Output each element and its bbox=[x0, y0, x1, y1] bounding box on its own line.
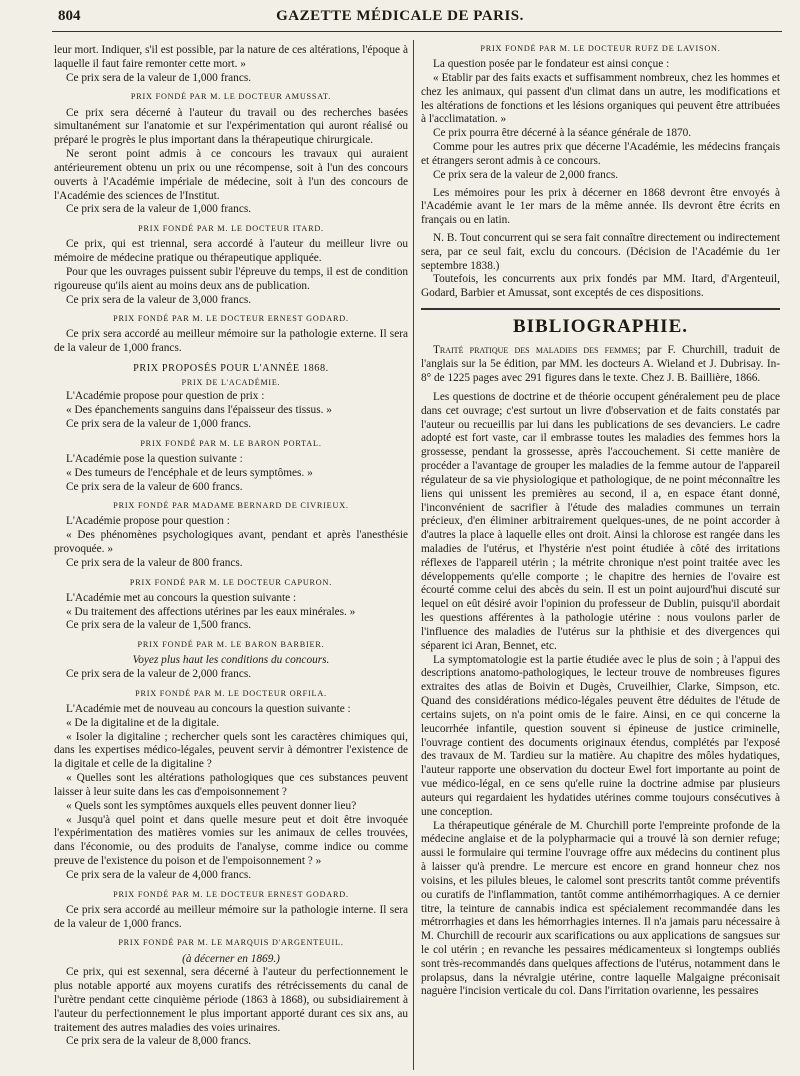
paragraph: La question posée par le fondateur est ainsi conçue : bbox=[433, 58, 670, 71]
page-header bbox=[0, 0, 800, 34]
paragraph: Ce prix, qui est sexennal, sera décerné à l'auteur du perfectionnement le plus notable apporté aux moyens curatifs des rétrécissements du canal de l'urètre pendant cette cinquième période (1863 à 1868), ou subsidiairement à l'auteur du perfectionnement le plus important apporté durant ces six ans, au traitement des autres maladies des voies urinaires. bbox=[54, 966, 408, 1034]
paragraph: L'Académie met au concours la question suivante : bbox=[66, 591, 297, 604]
section-heading: PRIX FONDÉ PAR M. LE DOCTEUR ERNEST GODARD. bbox=[113, 889, 349, 899]
section-heading-major: PRIX PROPOSÉS POUR L'ANNÉE 1868. bbox=[133, 363, 329, 375]
section-heading: PRIX FONDÉ PAR MADAME BERNARD DE CIVRIEUX. bbox=[113, 501, 349, 511]
prize-question: « De la digitaline et de la digitale. bbox=[66, 716, 220, 729]
paragraph: Ce prix, qui est triennal, sera accordé à l'auteur du meilleur livre ou mémoire de médecine pratique ou thérapeutique appliquée. bbox=[54, 238, 408, 265]
prize-value: Ce prix sera de la valeur de 2,000 francs. bbox=[66, 668, 252, 681]
prize-value: Ce prix sera de la valeur de 1,500 francs. bbox=[66, 619, 252, 632]
prize-question: « Quelles sont les altérations pathologiques que ces substances peuvent laisser à leur suite dans les cas d'empoisonnement ? bbox=[54, 772, 408, 798]
paragraph: L'Académie met de nouveau au concours la question suivante : bbox=[66, 702, 351, 715]
prize-question: « Des tumeurs de l'encéphale et de leurs symptômes. » bbox=[66, 466, 313, 479]
paragraph: Les mémoires pour les prix à décerner en 1868 devront être envoyés à l'Académie avant le 1er mars de la même année. Ils devront être écrits en français ou en latin. bbox=[421, 186, 780, 227]
prize-value: Ce prix sera de la valeur de 4,000 francs. bbox=[66, 868, 252, 881]
section-rule bbox=[421, 308, 780, 310]
prize-question: « Isoler la digitaline ; rechercher quels sont les caractères chimiques qui, dans les expertises médico-légales, peuvent servir à démontrer l'existence de la digitale et celle de la digitaline ? bbox=[54, 730, 408, 771]
prize-question: « Quels sont les symptômes auxquels elles peuvent donner lieu? bbox=[66, 799, 357, 812]
review-paragraph: La symptomatologie est la partie étudiée avec le plus de soin ; à l'appui des descriptions anatomo-pathologiques, le lecteur trouve de nombreuses figures extraites des atlas de Boivin et Dugès, Cruveilhier, Clarke, Simpson, etc. Quand des considérations médico-légales peuvent être déduites de l'étude de certains sujets, on n'a point omis de le faire. Ainsi, en ce qui concerne la leucorrhée infantile, question souvent si épineuse de justice criminelle, l'ouvrage contient des documents originaux étendus, complétés par l'exposé des travaux de M. Tardieu sur la matière. Au chapitre des môles hydatiques, l'auteur rapporte une observation du docteur Ewel fort importante au point de vue médico-légal, en ce sens qu'elle ruine la doctrine admise par plusieurs auteurs qui regardaient les hydatides utérines comme toujours consécutives à une conception. bbox=[421, 653, 780, 818]
prize-value: Ce prix sera de la valeur de 8,000 francs. bbox=[66, 1035, 252, 1048]
note-paragraph: N. B. Tout concurrent qui se sera fait connaître directement ou indirectement sera, par ce seul fait, exclu du concours. (Décision de l'Académie du 1er septembre 1838.) bbox=[421, 231, 780, 272]
prize-value: Ce prix sera de la valeur de 3,000 francs. bbox=[66, 293, 252, 306]
paragraph: Toutefois, les concurrents aux prix fondés par MM. Itard, d'Argenteuil, Godard, Barbier et Amussat, sont exceptés de ces dispositions. bbox=[421, 273, 780, 300]
section-heading: PRIX FONDÉ PAR M. LE DOCTEUR RUFZ DE LAVISON. bbox=[480, 44, 721, 53]
paragraph: Pour que les ouvrages puissent subir l'épreuve du temps, il est de condition rigoureuse qu'ils aient au moins deux ans de publication. bbox=[54, 265, 408, 292]
prize-value: Ce prix sera de la valeur de 800 francs. bbox=[66, 556, 243, 569]
book-title: Traité pratique des maladies des femmes; bbox=[433, 344, 641, 357]
prize-question: « Des phénomènes psychologiques avant, pendant et après l'anesthésie provoquée. » bbox=[54, 529, 408, 556]
section-heading: PRIX FONDÉ PAR M. LE DOCTEUR ITARD. bbox=[138, 224, 324, 234]
section-subheading: (à décerner en 1869.) bbox=[182, 952, 280, 965]
paragraph: leur mort. Indiquer, s'il est possible, par la nature de ces altérations, l'époque à laquelle il faut faire remonter cette mort. » bbox=[54, 44, 408, 70]
prize-value: Ce prix sera de la valeur de 1,000 francs. bbox=[66, 203, 252, 216]
prize-question: « Du traitement des affections utérines par les eaux minérales. » bbox=[66, 605, 356, 618]
header-rule bbox=[52, 31, 782, 32]
paragraph: Ce prix sera décerné à l'auteur du travail ou des recherches basées simultanément sur l'anatomie et sur l'expérimentation qui auront réalisé ou préparé le progrès le plus important dans la thérapeutique chirurgicale. bbox=[54, 106, 408, 147]
prize-value: Ce prix sera de la valeur de 600 francs. bbox=[66, 480, 243, 493]
section-heading: PRIX FONDÉ PAR M. LE DOCTEUR ERNEST GODARD. bbox=[113, 314, 349, 324]
section-heading: PRIX FONDÉ PAR M. LE DOCTEUR ORFILA. bbox=[135, 688, 327, 698]
prize-question: « Jusqu'à quel point et dans quelle mesure peut et doit être invoquée l'expérimentation des matières vomies sur les animaux de celles trouvées, dans l'économie, ou des produits de l'analyse, comme indice ou comme preuve de l'existence du poison et de l'empoisonnement ? » bbox=[54, 813, 408, 868]
journal-title: GAZETTE MÉDICALE DE PARIS. bbox=[276, 8, 524, 24]
cross-reference: Voyez plus haut les conditions du concours. bbox=[132, 654, 330, 667]
prize-value: Ce prix sera de la valeur de 2,000 francs. bbox=[433, 168, 619, 181]
book-details: par F. Churchill, traduit de l'anglais sur la 5e édition, par MM. les docteurs A. Wieland et J. Dubrisay. In-8° de 1225 pages avec 291 figures dans le texte. Chez J. B. Baillière, 1866. bbox=[421, 344, 780, 385]
section-subheading: PRIX DE L'ACADÉMIE. bbox=[181, 377, 281, 387]
prize-question: « Des épanchements sanguins dans l'épaisseur des tissus. » bbox=[66, 404, 332, 417]
left-column bbox=[54, 44, 408, 1069]
prize-value: Ce prix sera de la valeur de 1,000 francs. bbox=[66, 417, 252, 430]
paragraph: L'Académie propose pour question : bbox=[66, 515, 230, 528]
book-reference bbox=[421, 344, 780, 385]
section-heading: PRIX FONDÉ PAR M. LE MARQUIS D'ARGENTEUIL. bbox=[118, 938, 344, 948]
bibliography-title: BIBLIOGRAPHIE. bbox=[512, 316, 688, 338]
section-heading: PRIX FONDÉ PAR M. LE DOCTEUR CAPURON. bbox=[129, 577, 333, 587]
paragraph: Comme pour les autres prix que décerne l'Académie, les médecins français et étrangers seront admis à ce concours. bbox=[421, 141, 780, 167]
section-heading: PRIX FONDÉ PAR M. LE BARON PORTAL. bbox=[140, 438, 322, 448]
page-number: 804 bbox=[58, 8, 81, 24]
section-heading: PRIX FONDÉ PAR M. LE DOCTEUR AMUSSAT. bbox=[130, 92, 332, 102]
prize-question: « Etablir par des faits exacts et suffisamment nombreux, chez les hommes et chez les animaux, qui passent d'un climat dans un autre, les modifications et les altérations de fonctions et les lésions organiques qui peuvent être attribuées à l'acclimatation. » bbox=[421, 71, 780, 126]
paragraph: Ne seront point admis à ce concours les travaux qui auraient antérieurement obtenu un prix ou une récompense, soit à l'un des concours ouverts à l'Académie impériale de médecine, soit à l'un des concours de l'Académie des sciences de l'Institut. bbox=[54, 148, 408, 202]
review-paragraph: Les questions de doctrine et de théorie occupent généralement peu de place dans cet ouvrage; c'est surtout un livre d'observation et de faits constatés par l'auteur ou recueillis par lui dans les publications de ses devanciers. Le cadre adopté est fort vaste, car il embrasse toutes les maladies des femmes hors la grossesse, pendant la grossesse, après l'accouchement. Si cette manière de procéder a l'avantage de grouper les maladies de la femme autour de l'appareil régulateur de sa vie physiologique et pathologique, de ne point méconnaître les liens qui unissent les premières au second, il a, en espace étant donné, l'inconvénient de sacrifier à l'étude des maladies communes un terrain précieux, d'en éliminer arbitrairement quelques-unes, de ne point accorder à d'autres la place à laquelle elles ont droit. Ainsi la chlorose est rangée dans les maladies de l'utérus, et l'hystérie n'est point étudiée à côté des irritations réflexes de l'appareil utérin ; la métrite chronique n'est point traitée avec les développements qu'elle comporte ; le chapitre des hernies de l'ovaire est écourté comme celui des abcès du sein. Il est un point aujourd'hui discuté sur lequel on eût désiré avoir l'opinion du professeur de Dublin, puisqu'il abordait les questions afférentes à la pathologie utérine : nous voulons parler de l'influence des maladies de l'utérus sur la phthisie et des divergences qui séparent ici Aran, Bennet, etc. bbox=[421, 390, 780, 652]
paragraph: L'Académie pose la question suivante : bbox=[66, 452, 243, 465]
paragraph: L'Académie propose pour question de prix : bbox=[66, 390, 265, 403]
review-paragraph: La thérapeutique générale de M. Churchill porte l'empreinte profonde de la médecine anglaise et de la polypharmacie qui a trouvé là son dernier refuge; aussi le formulaire qui termine l'ouvrage offre aux médecins du continent plus à laisser qu'à prendre. Le mercure est encore en grand honneur chez nos voisins, et les pilules bleues, le calomel sont prescrits tantôt comme préventifs ou curatifs de l'inflammation, tantôt comme antihémorrhagiques. A ce dernier titre, la teinture de cannabis indica est spécialement recommandée dans les métrorrhagies et dans les hémorrhagies internes. Il n'a jamais paru nécessaire à M. Churchill de recourir aux scarifications ou aux applications de sangsues sur le col utérin ; en revanche les pessaires médicamenteux si longtemps oubliés sont très-recommandés dans quelques affections de l'utérus, notamment dans le prolapsus, dans la névralgie utérine, contre laquelle Malgaigne préconisait naguère l'incision verticale du col. Dans l'irritation ovarienne, les pessaires bbox=[421, 819, 780, 998]
prize-value: Ce prix sera de la valeur de 1,000 francs. bbox=[66, 71, 252, 84]
paragraph: Ce prix sera accordé au meilleur mémoire sur la pathologie externe. Il sera de la valeur de 1,000 francs. bbox=[54, 328, 408, 355]
paragraph: Ce prix sera accordé au meilleur mémoire sur la pathologie interne. Il sera de la valeur de 1,000 francs. bbox=[54, 903, 408, 930]
paragraph: Ce prix pourra être décerné à la séance générale de 1870. bbox=[433, 127, 692, 140]
column-divider bbox=[413, 40, 414, 1070]
right-column bbox=[421, 44, 780, 1069]
section-heading: PRIX FONDÉ PAR M. LE BARON BARBIER. bbox=[137, 640, 325, 650]
